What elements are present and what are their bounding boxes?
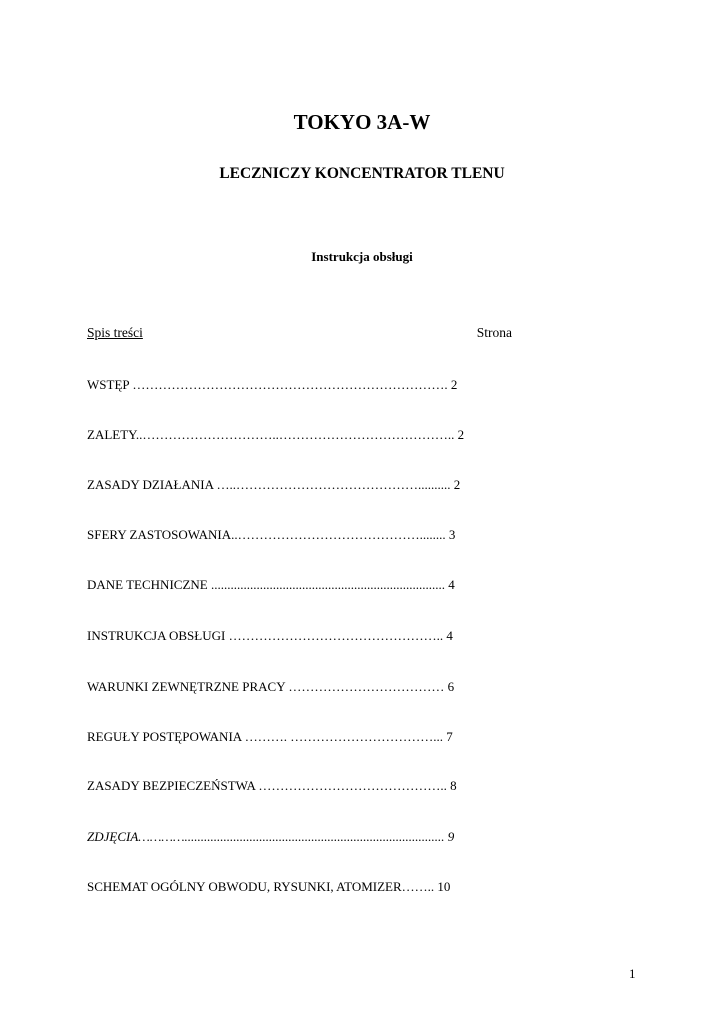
- toc-entry-zasady-bezpieczenstwa: ZASADY BEZPIECZEŃSTWA …………………………………….. 8: [87, 778, 457, 793]
- document-subtitle: LECZNICZY KONCENTRATOR TLENU: [219, 165, 505, 182]
- toc-entry-schemat-ogolny: SCHEMAT OGÓLNY OBWODU, RYSUNKI, ATOMIZER…….. 10: [87, 879, 451, 894]
- toc-entry-instrukcja-obslugi: INSTRUKCJA OBSŁUGI ………………………………………….. 4: [87, 628, 453, 643]
- document-title: TOKYO 3A-W: [293, 110, 431, 134]
- toc-entry-zdjecia: ZDJĘCIA…………................................................................................ 9: [87, 829, 455, 844]
- toc-page-column-heading: Strona: [476, 325, 512, 340]
- toc-header: [87, 325, 512, 341]
- toc-entry-zasady-dzialania: ZASADY DZIAŁANIA …..…………………………………….......... 2: [87, 477, 461, 492]
- toc-entry-zalety: ZALETY..…………………………..………………………………….. 2: [87, 427, 465, 442]
- manual-label: Instrukcja obsługi: [311, 249, 413, 264]
- toc-entry-reguly-postepowania: REGUŁY POSTĘPOWANIA ………. ……………………………... 7: [87, 729, 453, 744]
- page-number: 1: [629, 966, 636, 981]
- toc-entry-wstep: WSTĘP ………………………………………………………………. 2: [87, 377, 458, 392]
- toc-heading: Spis treści: [87, 325, 143, 340]
- toc-entry-sfery-zastosowania: SFERY ZASTOSOWANIA..……………………………………........ 3: [87, 527, 456, 542]
- toc-entry-warunki-zewnetrzne: WARUNKI ZEWNĘTRZNE PRACY ……………………………… 6: [87, 679, 455, 694]
- toc-entry-dane-techniczne: DANE TECHNICZNE ........................................................................ 4: [87, 577, 455, 592]
